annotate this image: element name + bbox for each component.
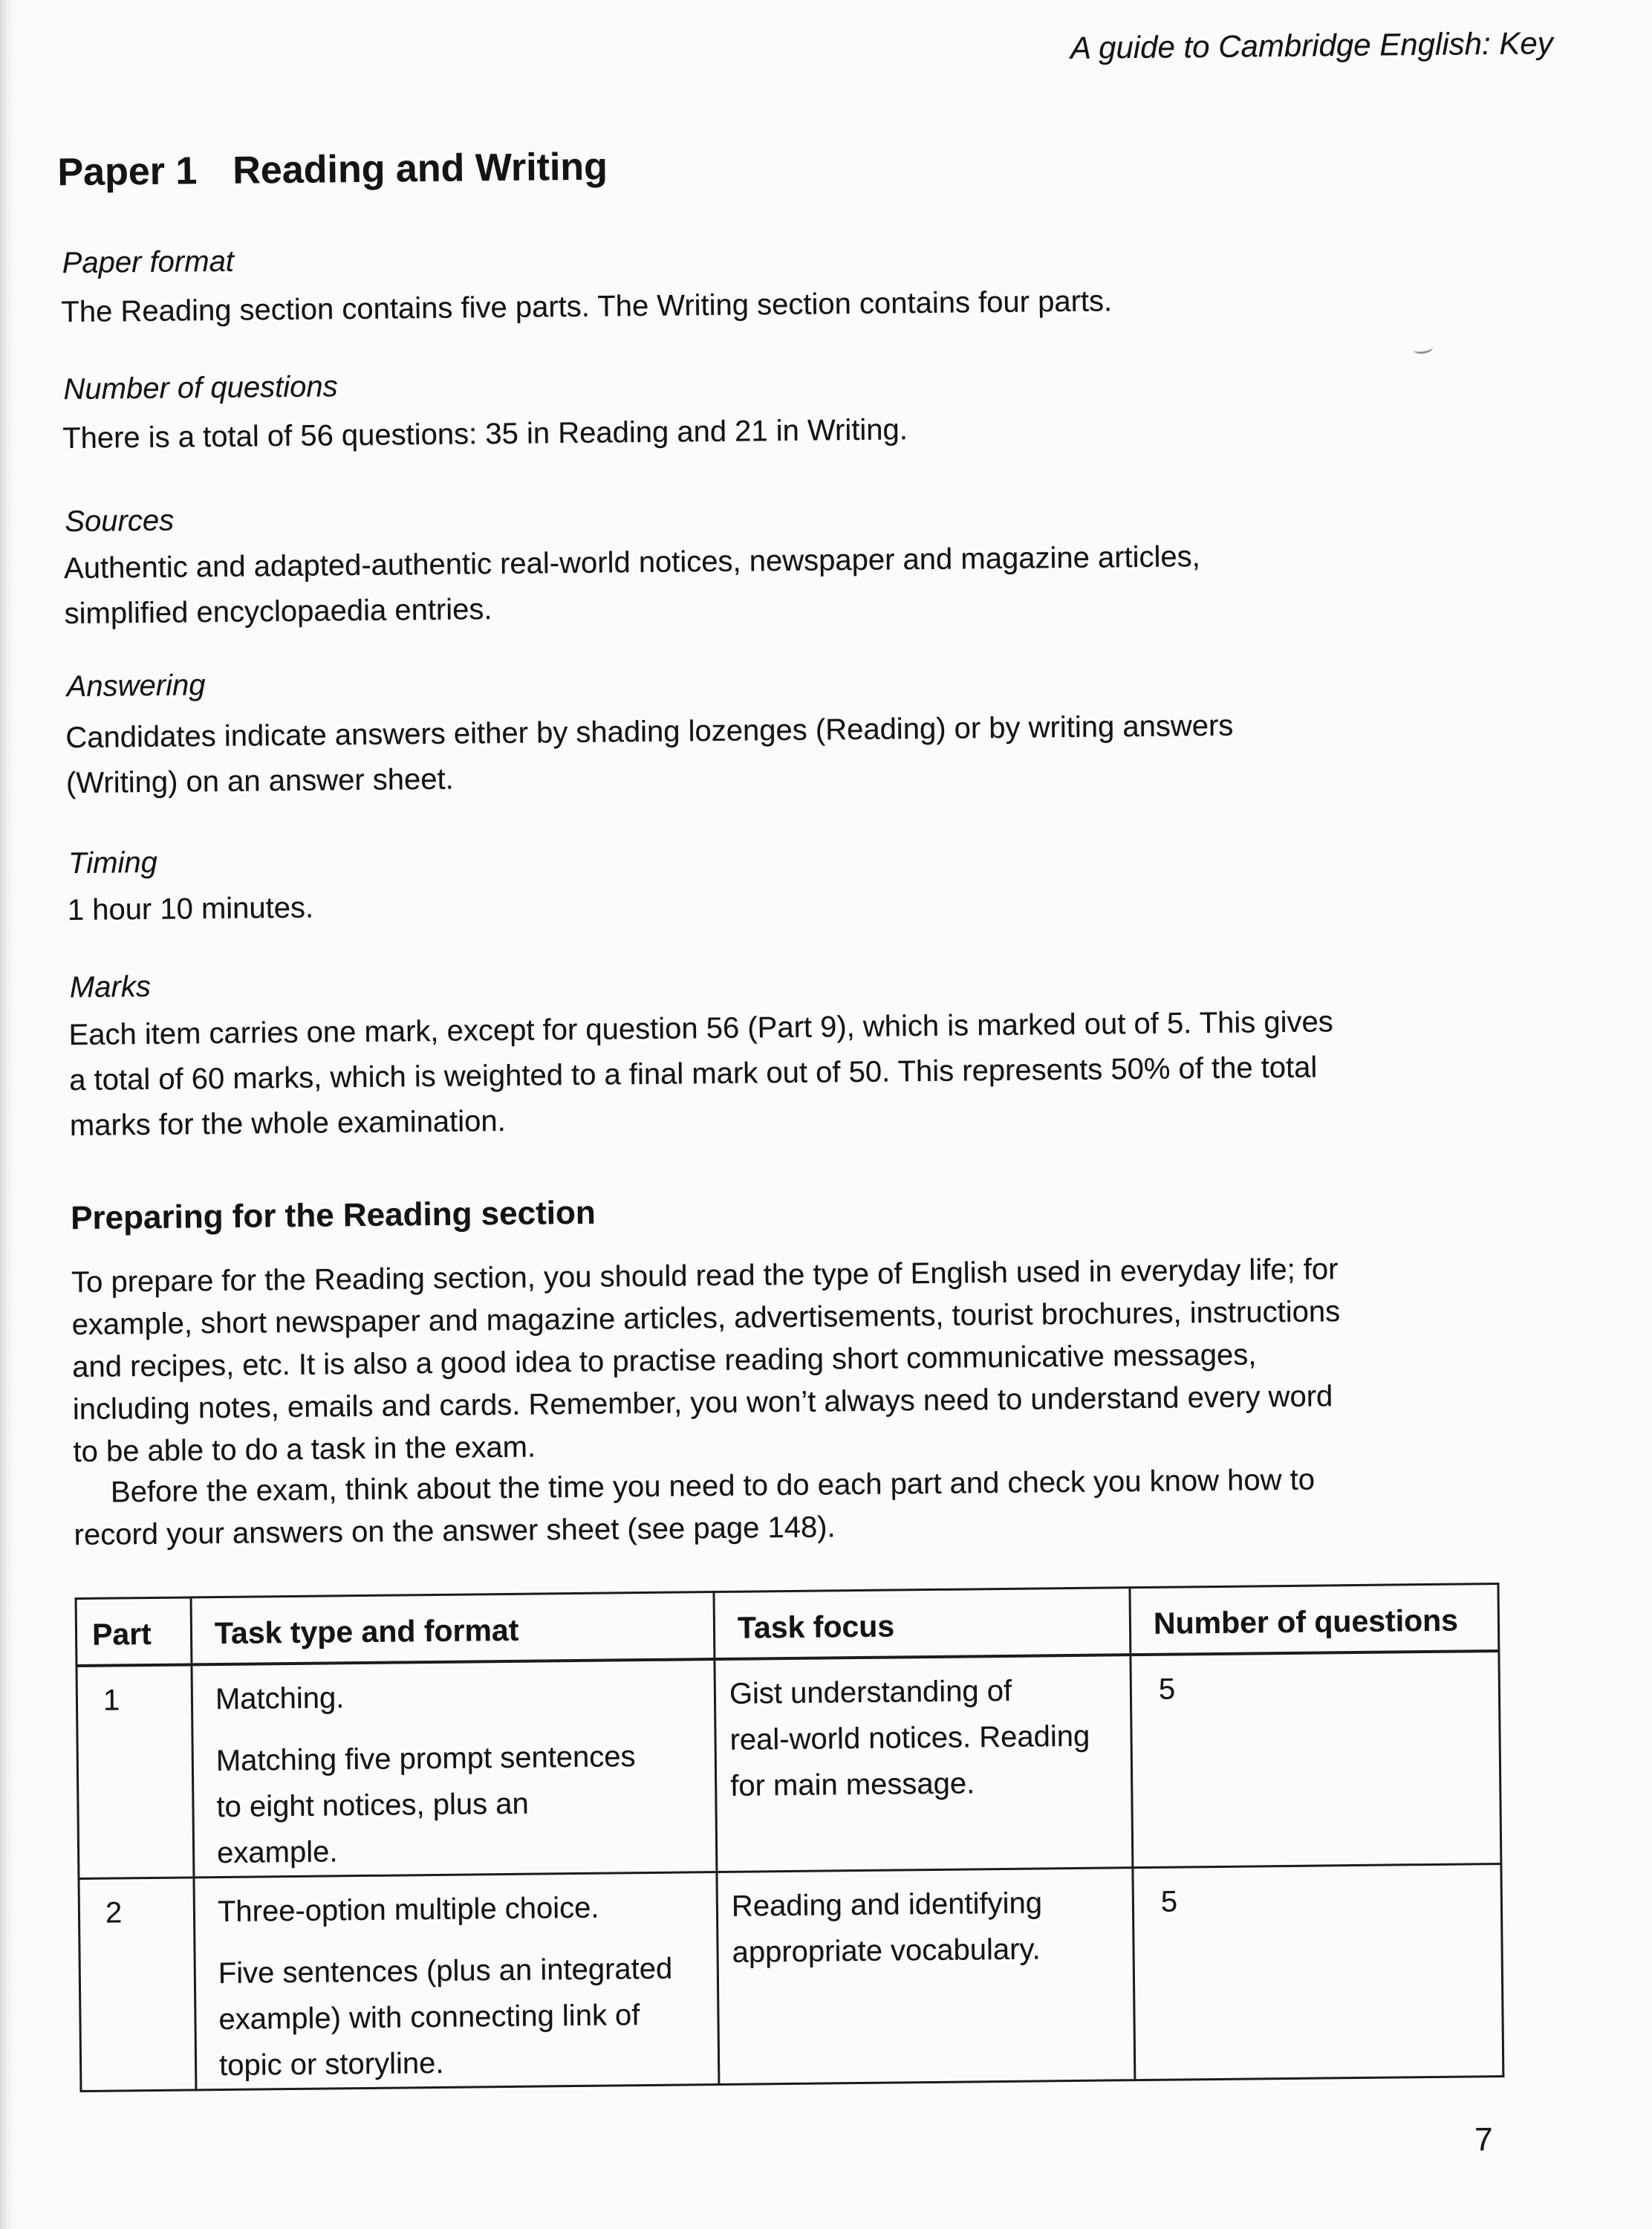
cell-task-focus-2: Reading and identifying appropriate vocabulary. [717,1867,1135,2084]
page-number: 7 [1474,2121,1494,2158]
task-type-line: Three-option multiple choice. [217,1891,599,1928]
section-body-number-of-questions: There is a total of 56 questions: 35 in Reading and 21 in Writing. [62,413,908,455]
col-header-task-type: Task type and format [191,1592,715,1664]
col-header-num-questions: Number of questions [1130,1583,1499,1654]
preparing-paragraph-2: Before the exam, think about the time you need to do each part and check you know how to record your answers on the answer sheet (see page 148). [74,1463,1316,1552]
section-body-marks: Each item carries one mark, except for question 56 (Part 9), which is marked out of 5. This gives a total of 60 marks, which is weighted to a final mark out of 50. This represents 50% of the total marks for the whole examination. [68,1005,1333,1143]
section-heading-paper-format: Paper format [62,244,235,280]
running-header: A guide to Cambridge English: Key [1070,25,1553,65]
page-title [57,144,608,195]
col-header-task-focus: Task focus [714,1588,1131,1659]
table-row-part-2 [79,1863,1503,2091]
task-table [75,1583,1505,2092]
cell-task-focus-1: Gist understanding of real-world notices. Reading for main message. [715,1655,1133,1872]
section-heading-answering: Answering [66,669,206,704]
task-type-detail: Matching five prompt sentences to eight notices, plus an example. [215,1739,636,1869]
page-title-text: Reading and Writing [232,145,608,192]
cell-task-type-2 [194,1872,719,2089]
section-body-timing: 1 hour 10 minutes. [67,891,314,927]
cell-part-1: 1 [77,1664,194,1878]
section-heading-sources: Sources [65,504,175,539]
section-heading-marks: Marks [69,970,152,1005]
section-heading-number-of-questions: Number of questions [63,370,338,406]
section-body-sources: Authentic and adapted-authentic real-world notices, newspaper and magazine articles, simplified encyclopaedia entries. [63,540,1200,631]
preparing-paragraph-1: To prepare for the Reading section, you should read the type of English used in everyday life; for example, short newspaper and magazine articles, advertisements, tourist brochures, instructions and recipes, etc. It is also a good idea to practise reading short communicative messages, including notes, emails and cards. Remember, you won’t always need to understand every word to be able to do a task in the exam. [71,1253,1341,1469]
section-heading-timing: Timing [68,846,158,880]
task-type-detail: Five sentences (plus an integrated example) with connecting link of topic or storyline. [218,1952,673,2082]
col-header-part: Part [76,1597,192,1666]
page-title-label: Paper 1 [57,149,198,195]
table-row-part-1 [77,1650,1501,1878]
cell-num-questions-2: 5 [1133,1863,1503,2080]
section-body-paper-format: The Reading section contains five parts. The Writing section contains four parts. [61,285,1113,329]
cell-part-2: 2 [79,1877,196,2091]
subsection-heading-preparing: Preparing for the Reading section [70,1194,596,1237]
scan-stray-mark [1413,343,1434,355]
cell-task-type-1 [192,1659,717,1878]
cell-num-questions-1: 5 [1131,1650,1501,1867]
section-body-answering: Candidates indicate answers either by shading lozenges (Reading) or by writing answers (Writing) on an answer sheet. [65,709,1234,800]
task-type-line: Matching. [215,1681,345,1716]
